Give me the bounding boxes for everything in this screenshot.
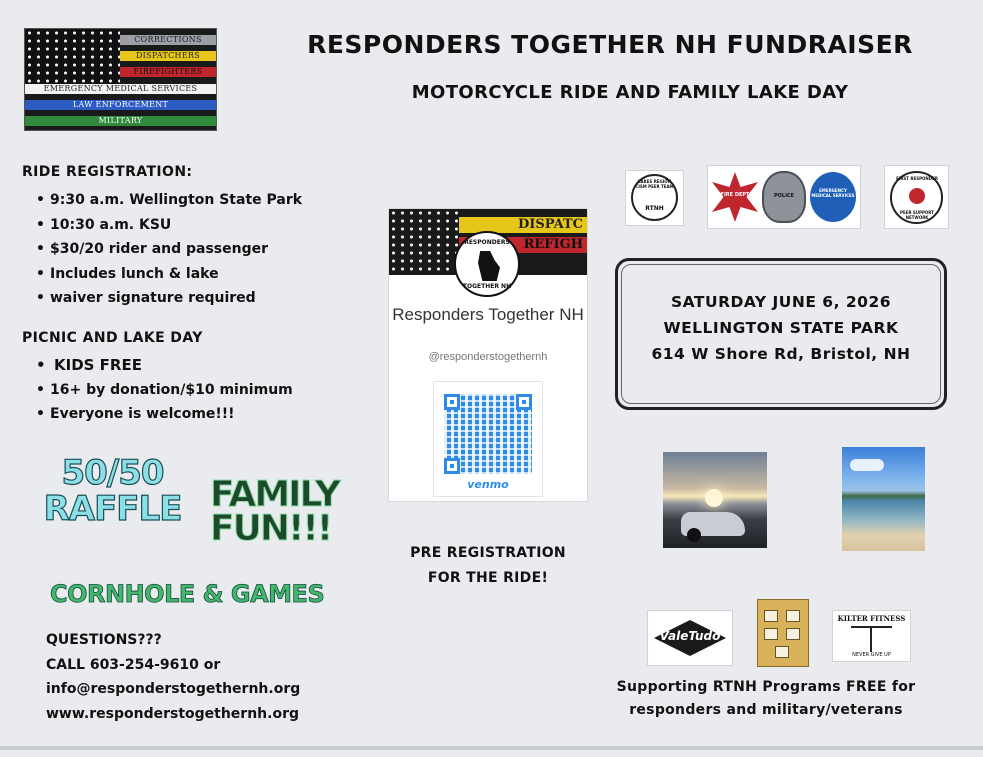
kilter-fitness-text: KILTER FITNESS [837,614,906,623]
venmo-band-dispatch: DISPATC [459,217,587,233]
event-venue: WELLINGTON STATE PARK [663,319,899,337]
flag-band-ems: EMERGENCY MEDICAL SERVICES [25,84,216,94]
family-fun-line-1: FAMILY [210,474,339,515]
cornhole-games-graphic: CORNHOLE & GAMES [50,580,325,608]
cloud-icon [850,459,884,471]
qr-finder-icon [516,394,532,410]
flag-band-military: MILITARY [25,116,216,126]
peer-support-emblem-icon [909,188,925,204]
supporting-line-1: Supporting RTNH Programs FREE for [616,679,916,695]
emblem-bottom-text: TOGETHER NH [462,283,512,290]
kilter-tagline: NEVER GIVE UP [852,652,891,658]
venmo-card [388,208,588,502]
contact-line-email: info@responderstogethernh.org [46,681,301,697]
family-fun-line-2: FUN!!! [210,508,332,549]
family-fun-graphic [210,474,339,549]
event-address: 614 W Shore Rd, Bristol, NH [651,345,911,363]
motorcycle-sunset-photo [663,452,767,548]
list-item: • Includes lunch & lake [34,262,372,287]
sponsor-kilter-fitness-logo [832,610,911,662]
flyer-block-icon [786,610,800,622]
qr-finder-icon [444,458,460,474]
venmo-band-fire: REFIGH [459,237,587,253]
event-details-box [615,258,947,410]
sponsor-valetudo-logo [647,610,733,666]
ride-registration-heading: RIDE REGISTRATION: [22,164,193,180]
picnic-list [34,353,372,427]
list-item: • 10:30 a.m. KSU [34,213,372,238]
venmo-logo: venmo [467,478,509,491]
venmo-flag-stars [389,209,459,275]
justice-scale-icon [851,626,892,652]
first-responders-flag-logo [24,28,217,131]
venmo-account-name: Responders Together NH [392,305,584,324]
lake-beach-photo [842,447,925,551]
raffle-line-1: 50/50 [61,453,164,493]
ride-registration-section [22,164,372,311]
list-item: • $30/20 rider and passenger [34,237,372,262]
page-bottom-border [0,746,983,750]
first-responder-agency-badges [707,165,861,229]
list-item: • KIDS FREE [34,353,372,378]
venmo-qr-code-icon [444,394,532,474]
picnic-section [22,330,372,427]
flag-band-firefighters: FIREFIGHTERS [120,67,216,77]
sun-icon [705,489,723,507]
contact-line-website: www.responderstogethernh.org [46,705,299,722]
raffle-line-2: RAFFLE [43,489,182,529]
cism-badge-short: RTNH [645,205,664,212]
prereg-line-2: FOR THE RIDE! [427,570,549,586]
emblem-top-text: RESPONDERS [464,239,510,246]
contact-info [46,628,386,726]
supporting-programs-note [578,676,954,722]
flag-stars [25,29,120,85]
flyer-block-icon [764,610,778,622]
raffle-graphic [40,455,185,527]
fire-badge-text: FIRE DEPT [720,192,750,198]
qr-finder-icon [444,394,460,410]
contact-line-phone: CALL 603-254-9610 or [46,656,221,673]
flag-band-dispatchers: DISPATCHERS [120,51,216,61]
pre-registration-note [388,541,588,591]
police-badge-text: POLICE [773,193,795,199]
list-item: • 9:30 a.m. Wellington State Park [34,188,372,213]
venmo-qr-box [433,381,543,497]
peer-support-top-text: FIRST RESPONDER [896,176,938,181]
ride-registration-list [34,188,372,311]
list-item: • waiver signature required [34,286,372,311]
contact-line-questions: QUESTIONS??? [46,632,162,648]
sponsor-flyer-logo [757,599,809,667]
page-subtitle: MOTORCYCLE RIDE AND FAMILY LAKE DAY [411,82,849,103]
picnic-heading: PICNIC AND LAKE DAY [22,330,203,346]
list-item: • 16+ by donation/$10 minimum [34,378,372,403]
rtnh-emblem [454,231,520,297]
nh-state-shape-icon [478,251,500,281]
list-item: • Everyone is welcome!!! [34,402,372,427]
lakes-region-cism-badge [625,170,684,226]
cism-badge-text: LAKES REGION CISM PEER TEAM [635,179,674,189]
event-date: SATURDAY JUNE 6, 2026 [670,293,892,311]
flag-band-law-enforcement: LAW ENFORCEMENT [25,100,216,110]
peer-support-bottom-text: PEER SUPPORT NETWORK [900,210,934,220]
peer-support-network-badge [884,165,949,229]
flyer-block-icon [764,628,778,640]
supporting-line-2: responders and military/veterans [629,702,903,718]
flyer-block-icon [786,628,800,640]
page-title: RESPONDERS TOGETHER NH FUNDRAISER [307,30,913,59]
valetudo-text: ValeTudo [659,629,721,643]
venmo-handle: @responderstogethernh [428,351,548,363]
prereg-line-1: PRE REGISTRATION [410,545,566,561]
flyer-block-icon [775,646,789,658]
flag-band-corrections: CORRECTIONS [120,35,216,45]
motorcycle-icon [681,512,745,536]
ems-badge-text: EMERGENCY MEDICAL SERVICES [811,188,855,198]
